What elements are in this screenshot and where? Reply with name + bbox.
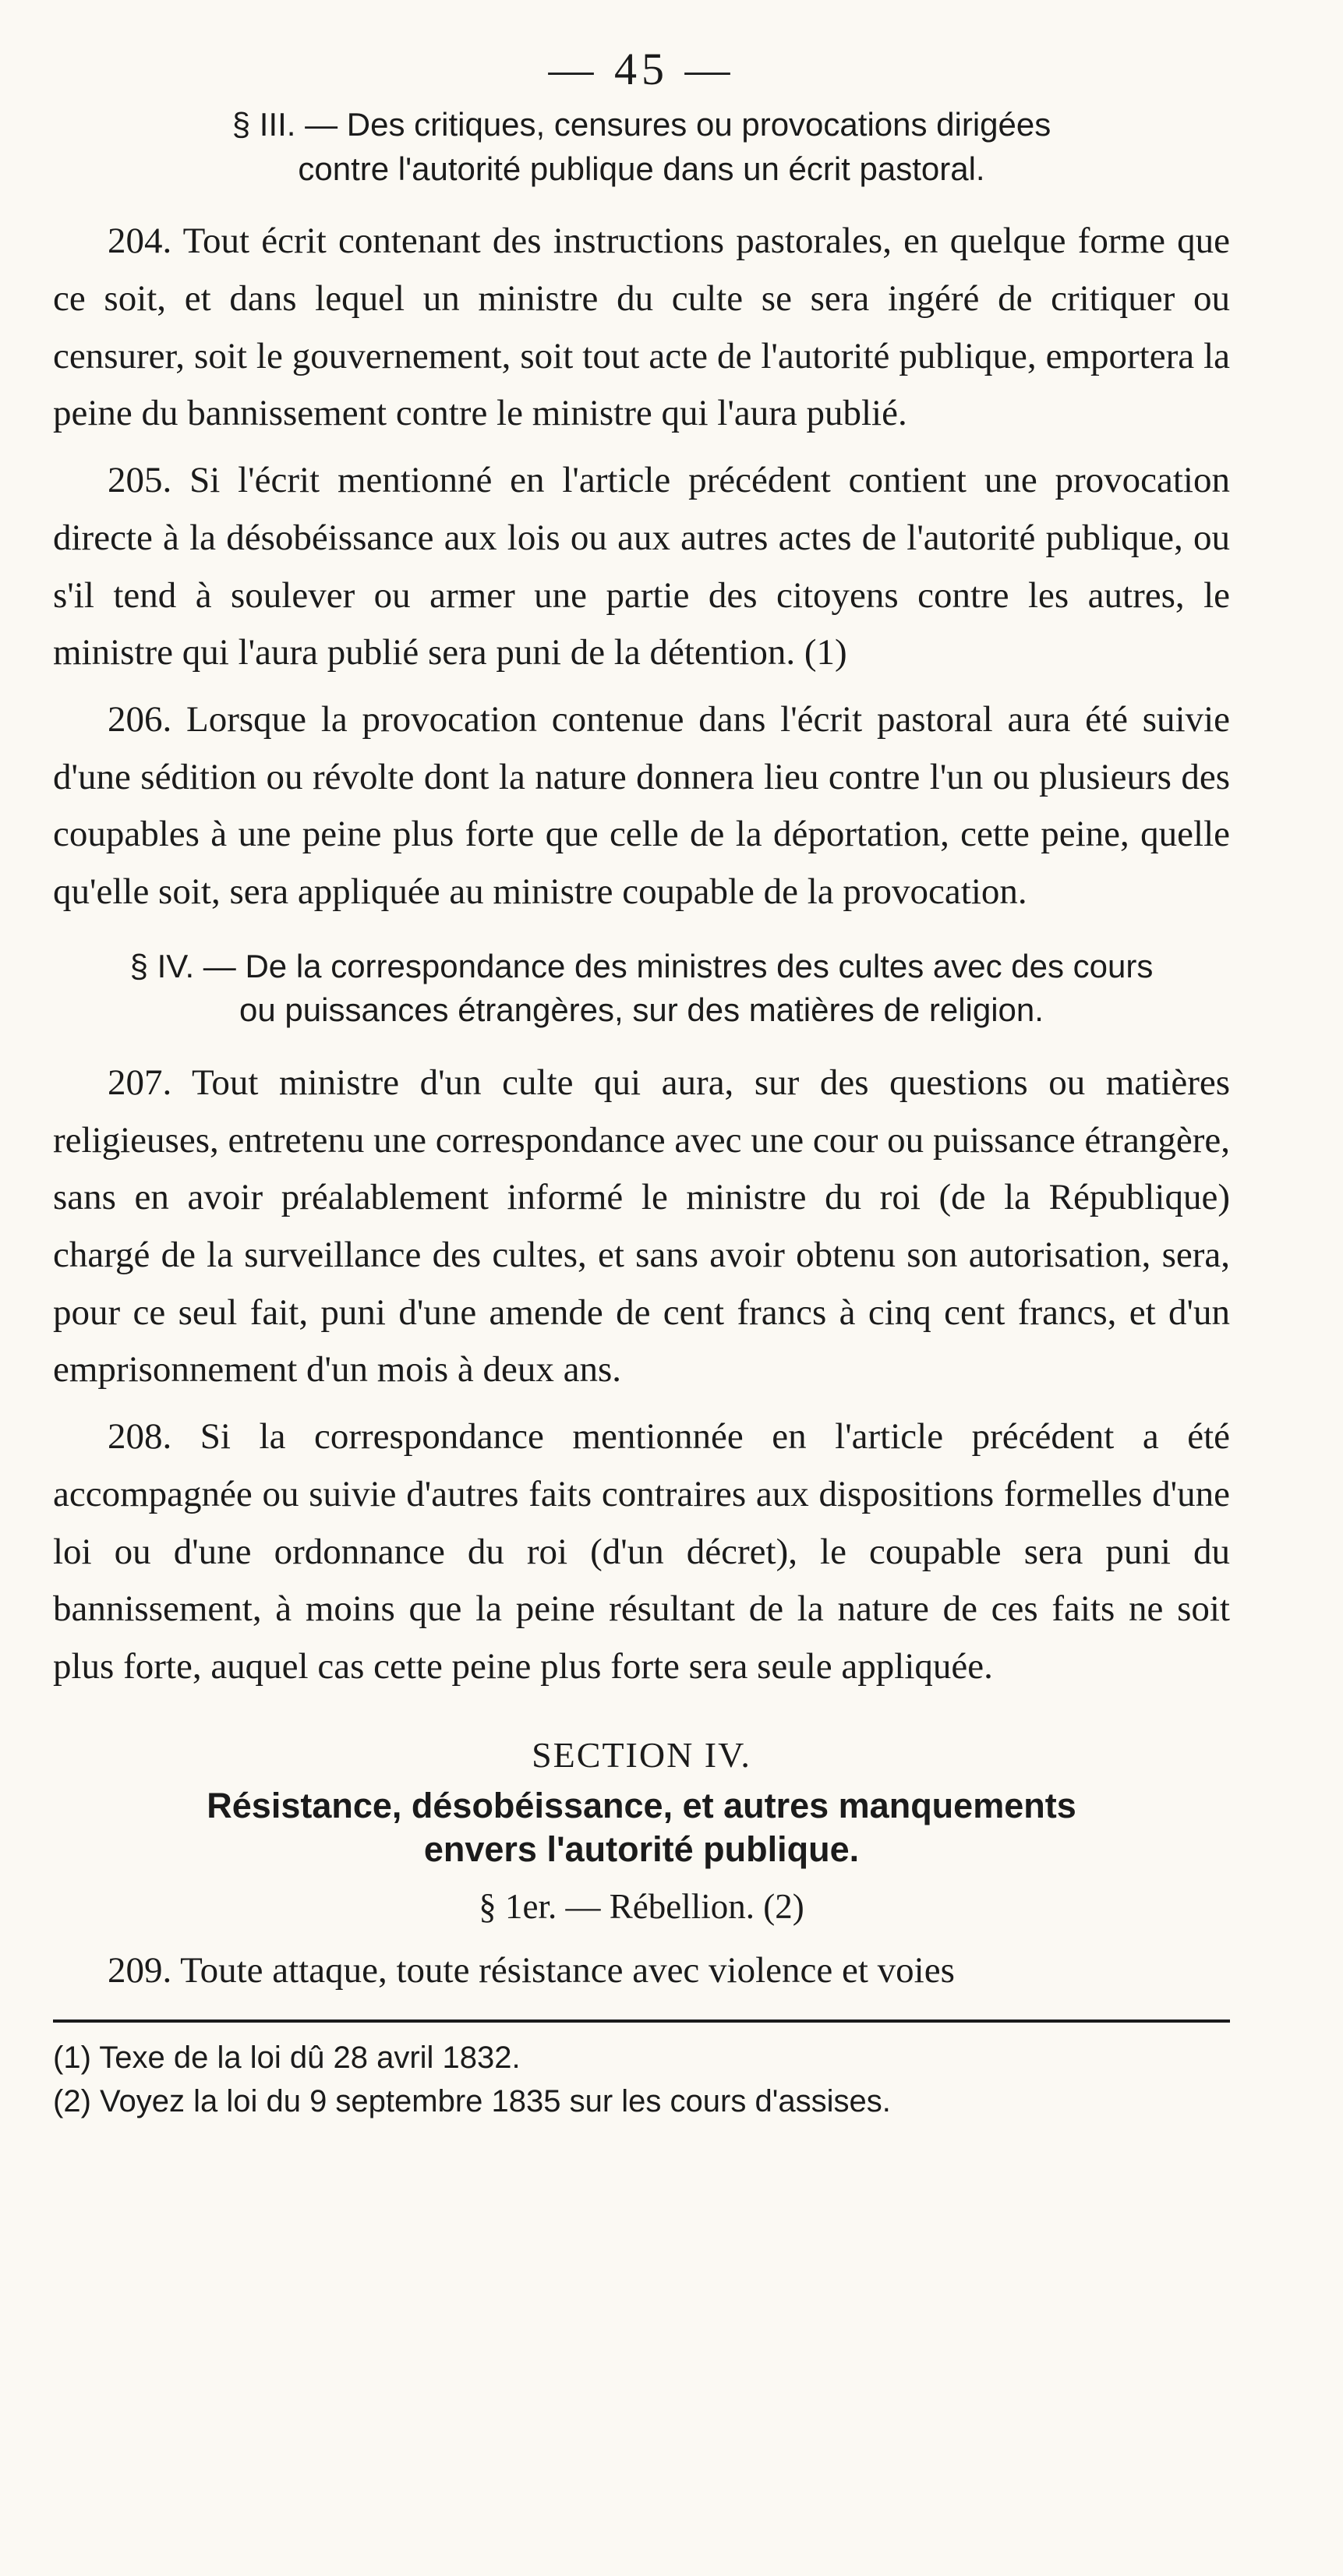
heading-line: § III. — Des critiques, censures ou provocations dirigées xyxy=(231,106,1051,143)
article-205: 205. Si l'écrit mentionné en l'article précédent contient une provocation directe à la désobéissance aux lois ou aux autres actes de l'autorité publique, ou s'il tend à soulever ou armer une partie des citoyens contre les autres, le ministre qui l'aura publié sera puni de la détention. (1) xyxy=(53,460,1230,673)
paragraph-heading-4 xyxy=(53,945,1230,1033)
heading-line: contre l'autorité publique dans un écrit pastoral. xyxy=(298,150,985,187)
footnote-1: (1) Texe de la loi dû 28 avril 1832. xyxy=(53,2041,521,2076)
section-subtitle xyxy=(53,1784,1230,1872)
heading-line: § IV. — De la correspondance des ministres des cultes avec des cours xyxy=(129,947,1154,984)
subtitle-line: Résistance, désobéissance, et autres manquements xyxy=(207,1785,1076,1825)
footnote-2: (2) Voyez la loi du 9 septembre 1835 sur les cours d'assises. xyxy=(53,2083,891,2118)
footnote-divider xyxy=(53,2019,1230,2023)
page-number: — 45 — xyxy=(548,44,735,94)
article-206: 206. Lorsque la provocation contenue dans l'écrit pastoral aura été suivie d'une sédition ou révolte dont la nature donnera lieu contre l'un ou plusieurs des coupables à une peine plus forte que celle de la déportation, cette peine, quelle qu'elle soit, sera appliquée au ministre coupable de la provocation. xyxy=(53,698,1230,912)
article-207: 207. Tout ministre d'un culte qui aura, sur des questions ou matières religieuses, entretenu une correspondance avec une cour ou puissance étrangère, sans en avoir préalablement informé le ministre du roi (de la République) chargé de la surveillance des cultes, et sans avoir obtenu son autorisation, sera, pour ce seul fait, puni d'une amende de cent francs à cinq cent francs, et d'un emprisonnement d'un mois à deux ans. xyxy=(53,1062,1230,1390)
book-page xyxy=(53,44,1230,2123)
subtitle-line: envers l'autorité publique. xyxy=(423,1829,860,1869)
article-204: 204. Tout écrit contenant des instructions pastorales, en quelque forme que ce soit, et dans lequel un ministre du culte se sera ingéré de critiquer ou censurer, soit le gouvernement, soit tout acte de l'autorité publique, emportera la peine du bannissement contre le ministre qui l'aura publié. xyxy=(53,221,1230,434)
paragraph-title: § 1er. — Rébellion. (2) xyxy=(479,1887,804,1927)
section-title: SECTION IV. xyxy=(532,1734,751,1775)
paragraph-heading-3 xyxy=(53,103,1230,191)
heading-line: ou puissances étrangères, sur des matières de religion. xyxy=(239,991,1044,1029)
article-209: 209. Toute attaque, toute résistance avec violence et voies xyxy=(108,1949,955,1991)
article-208: 208. Si la correspondance mentionnée en l'article précédent a été accompagnée ou suivie d'autres faits contraires aux dispositions formelles d'une loi ou d'une ordonnance du roi (d'un décret), le coupable sera puni du bannissement, à moins que la peine résultant de la nature de ces faits ne soit plus forte, auquel cas cette peine plus forte sera seule appliquée. xyxy=(53,1416,1230,1687)
